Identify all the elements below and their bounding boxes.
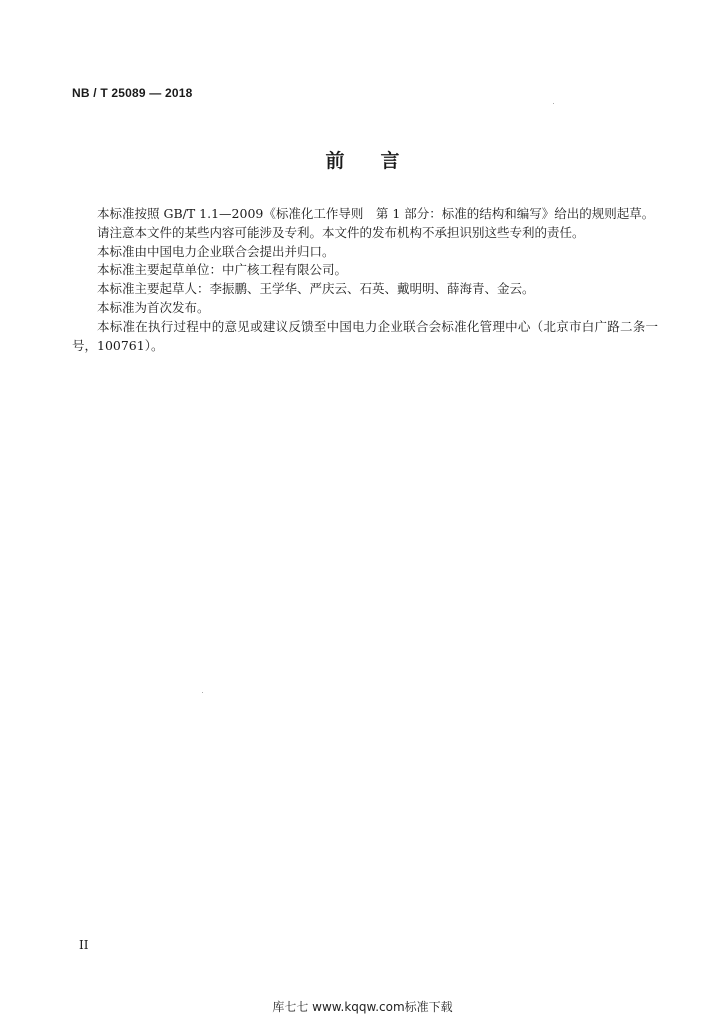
standard-code-header: NB / T 25089 — 2018 [72, 86, 193, 100]
section-title: 前言 [325, 150, 436, 172]
foreword-body [72, 205, 658, 355]
paragraph-feedback: 本标准在执行过程中的意见或建议反馈至中国电力企业联合会标准化管理中心（北京市白广路二条一号，100761）。 [72, 318, 658, 353]
scan-speck [202, 692, 203, 693]
scan-speck [553, 103, 554, 104]
paragraph-drafters: 本标准主要起草人：李振鹏、王学华、严庆云、石英、戴明明、薛海青、金云。 [97, 281, 535, 297]
paragraph-drafting-unit: 本标准主要起草单位：中广核工程有限公司。 [97, 262, 348, 278]
page-number: II [79, 938, 89, 952]
footer-watermark-text: 库七七 www.kqqw.com标准下载 [272, 1000, 453, 1014]
paragraph-first-release: 本标准为首次发布。 [97, 299, 210, 315]
paragraph-proposer: 本标准由中国电力企业联合会提出并归口。 [97, 243, 335, 259]
paragraph-patent-notice: 请注意本文件的某些内容可能涉及专利。本文件的发布机构不承担识别这些专利的责任。 [97, 224, 585, 240]
paragraph-drafting-rules: 本标准按照 GB/T 1.1—2009《标准化工作导则 第 1 部分：标准的结构和编写》给出的规则起草。 [97, 206, 655, 221]
